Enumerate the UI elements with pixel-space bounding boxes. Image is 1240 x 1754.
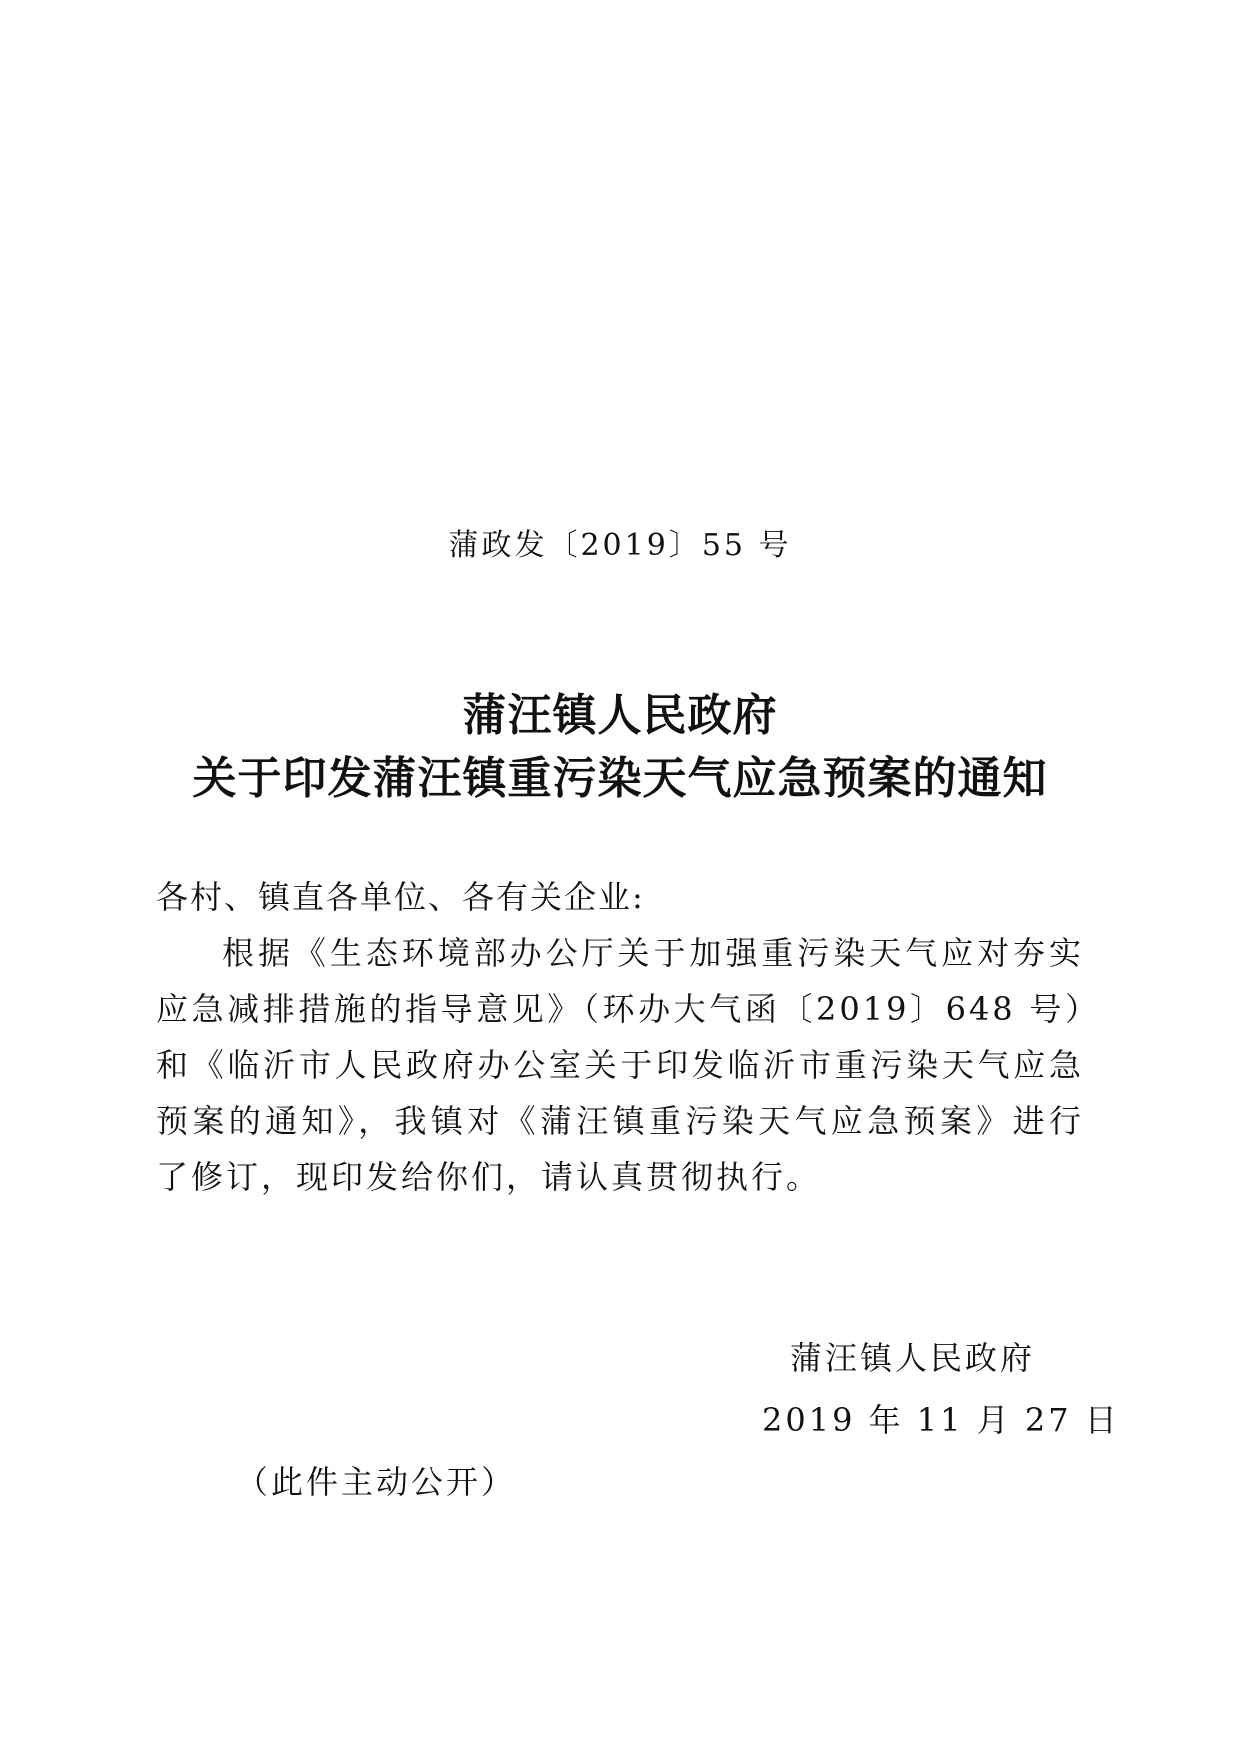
disclosure-note: （此件主动公开）: [236, 1463, 517, 1501]
salutation: 各村、镇直各单位、各有关企业:: [156, 878, 645, 916]
body-paragraph: 根据《生态环境部办公厅关于加强重污染天气应对夯实应急减排措施的指导意见》（环办大气函〔2019〕648 号）和《临沂市人民政府办公室关于印发临沂市重污染天气应急预案的通知》，我镇对《蒲汪镇重污染天气应急预案》进行了修订，现印发给你们，请认真贯彻执行。: [156, 934, 1084, 1196]
signature-date: 2019 年 11 月 27 日: [762, 1401, 1120, 1439]
signature-organization: 蒲汪镇人民政府: [790, 1339, 1036, 1377]
document-title-line-1: 蒲汪镇人民政府: [462, 690, 778, 741]
document-number: 蒲政发〔2019〕55 号: [448, 528, 792, 563]
document-title-line-2: 关于印发蒲汪镇重污染天气应急预案的通知: [192, 753, 1048, 804]
